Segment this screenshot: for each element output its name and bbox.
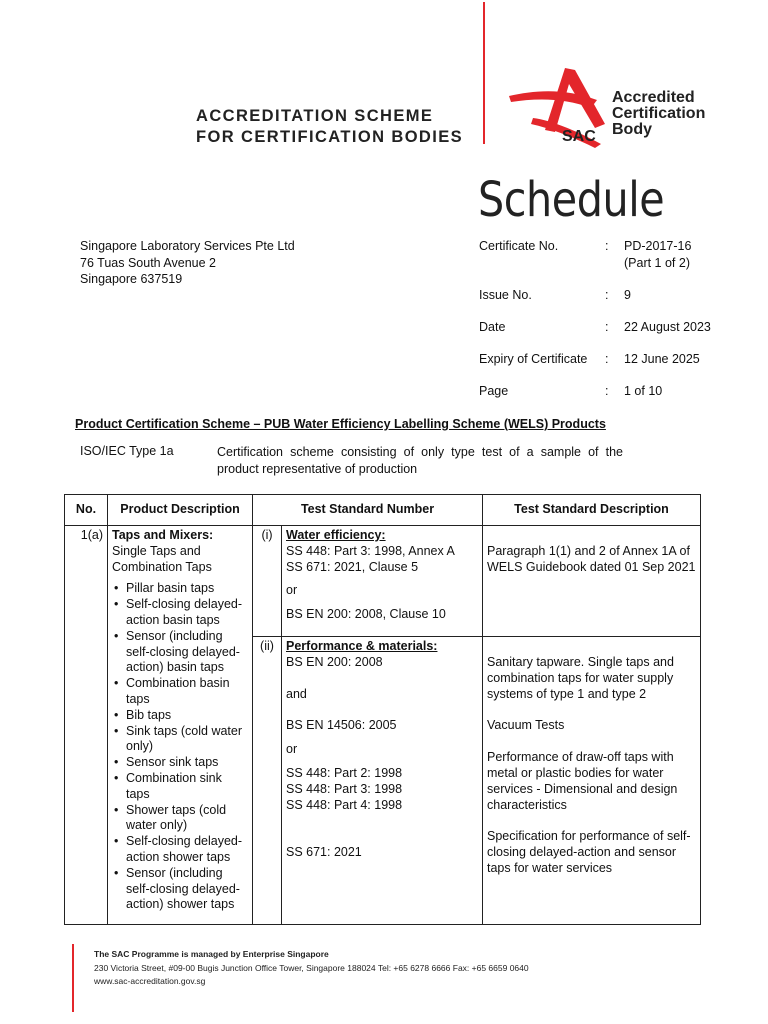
footer-line2: 230 Victoria Street, #09-00 Bugis Junction Office Tower, Singapore 188024 Tel: +65 6278 6666 Fax: +65 6659 0640 xyxy=(94,962,529,973)
description-item: Vacuum Tests xyxy=(487,718,565,733)
header-no: No. xyxy=(65,495,108,526)
date-label: Date xyxy=(479,320,506,334)
list-item: • Bib taps xyxy=(126,708,248,724)
row-number: 1(a) xyxy=(65,526,108,925)
standard-item: BS EN 200: 2008, Clause 10 xyxy=(286,607,446,622)
colon: : xyxy=(605,239,609,253)
table-row xyxy=(65,526,701,637)
header-test-standard-description: Test Standard Description xyxy=(483,495,701,526)
performance-standards xyxy=(282,637,483,925)
list-item: • Combination sink taps xyxy=(126,771,248,803)
header-product-description: Product Description xyxy=(108,495,253,526)
colon: : xyxy=(605,384,609,398)
footer xyxy=(94,948,529,989)
list-item: • Pillar basin taps xyxy=(126,581,248,597)
list-item: • Sink taps (cold water only) xyxy=(126,724,248,756)
iso-description: Certification scheme consisting of only type test of a sample of the product representative of production xyxy=(217,445,623,476)
list-item: • Self-closing delayed-action basin taps xyxy=(126,597,248,629)
issue-value: 9 xyxy=(624,288,631,302)
scheme-title xyxy=(196,106,463,148)
performance-description xyxy=(483,637,701,925)
list-item: • Shower taps (cold water only) xyxy=(126,803,248,835)
or-text: or xyxy=(286,742,298,757)
list-item: • Sensor sink taps xyxy=(126,755,248,771)
colon: : xyxy=(605,320,609,334)
standard-item: SS 448: Part 2: 1998 xyxy=(286,765,403,780)
scheme-title-line2: FOR CERTIFICATION BODIES xyxy=(196,128,464,146)
holder-address xyxy=(80,238,295,288)
performance-title: Performance & materials: xyxy=(286,639,438,653)
issue-label: Issue No. xyxy=(479,288,532,302)
standard-item: SS 448: Part 3: 1998, Annex A xyxy=(286,543,455,558)
document-title: Schedule xyxy=(478,172,665,228)
scheme-heading: Product Certification Scheme – PUB Water Efficiency Labelling Scheme (WELS) Products xyxy=(75,417,606,431)
logo-line2: Certification xyxy=(612,105,706,122)
standard-item: BS EN 200: 2008 xyxy=(286,654,383,669)
address-line1: Singapore Laboratory Services Pte Ltd xyxy=(80,239,295,253)
table-header-row xyxy=(65,495,701,526)
product-list xyxy=(112,581,248,913)
list-item: • Self-closing delayed-action shower taps xyxy=(126,834,248,866)
or-text: or xyxy=(286,583,298,598)
standard-item: SS 671: 2021, Clause 5 xyxy=(286,559,419,574)
page-value: 1 of 10 xyxy=(624,384,663,398)
certificate-label: Certificate No. xyxy=(479,239,559,253)
product-subtitle-1: Single Taps and xyxy=(112,543,201,558)
logo-text xyxy=(612,90,705,138)
sub-index-2: (ii) xyxy=(253,637,282,925)
description-item: Sanitary tapware. Single taps and combination taps for water supply systems of type 1 and type 2 xyxy=(487,655,674,701)
description-item: Specification for performance of self-closing delayed-action and sensor taps for water services xyxy=(487,829,691,875)
standard-item: SS 448: Part 4: 1998 xyxy=(286,797,403,812)
expiry-label: Expiry of Certificate xyxy=(479,352,588,366)
footer-line1: The SAC Programme is managed by Enterprise Singapore xyxy=(94,949,329,959)
footer-website-link[interactable]: www.sac-accreditation.gov.sg xyxy=(94,976,206,986)
expiry-value: 12 June 2025 xyxy=(624,352,700,366)
iso-type: ISO/IEC Type 1a xyxy=(80,444,174,458)
list-item: • Sensor (including self-closing delayed-action) shower taps xyxy=(126,866,248,913)
date-value: 22 August 2023 xyxy=(624,320,711,334)
list-item: • Combination basin taps xyxy=(126,676,248,708)
logo-line1: Accredited xyxy=(612,89,695,106)
certificate-part: (Part 1 of 2) xyxy=(624,256,690,270)
page-label: Page xyxy=(479,384,509,398)
address-line3: Singapore 637519 xyxy=(80,272,183,286)
product-description-cell xyxy=(108,526,253,925)
product-title: Taps and Mixers: xyxy=(112,528,214,542)
colon: : xyxy=(605,352,609,366)
standard-item: BS EN 14506: 2005 xyxy=(286,718,397,733)
standard-item: SS 448: Part 3: 1998 xyxy=(286,781,403,796)
logo-line3: Body xyxy=(612,121,652,138)
water-efficiency-title: Water efficiency: xyxy=(286,528,386,542)
product-subtitle-2: Combination Taps xyxy=(112,559,212,574)
header-divider xyxy=(483,2,485,144)
description-item: Performance of draw-off taps with metal or plastic bodies for water services - Dimensional and design characteristics xyxy=(487,750,678,812)
logo-sac: SAC xyxy=(562,128,596,145)
scheme-title-line1: ACCREDITATION SCHEME xyxy=(196,107,434,125)
footer-divider xyxy=(72,944,74,1012)
header-test-standard-number: Test Standard Number xyxy=(253,495,483,526)
certificate-value: PD-2017-16 xyxy=(624,239,692,253)
standard-item: SS 671: 2021 xyxy=(286,845,362,860)
schedule-table xyxy=(64,494,701,925)
and-text: and xyxy=(286,686,307,701)
list-item: • Sensor (including self-closing delayed-action) basin taps xyxy=(126,629,248,676)
address-line2: 76 Tuas South Avenue 2 xyxy=(80,255,216,270)
sub-index-1: (i) xyxy=(253,526,282,637)
water-efficiency-standards xyxy=(282,526,483,637)
colon: : xyxy=(605,288,609,302)
water-efficiency-description: Paragraph 1(1) and 2 of Annex 1A of WELS Guidebook dated 01 Sep 2021 xyxy=(483,526,701,637)
